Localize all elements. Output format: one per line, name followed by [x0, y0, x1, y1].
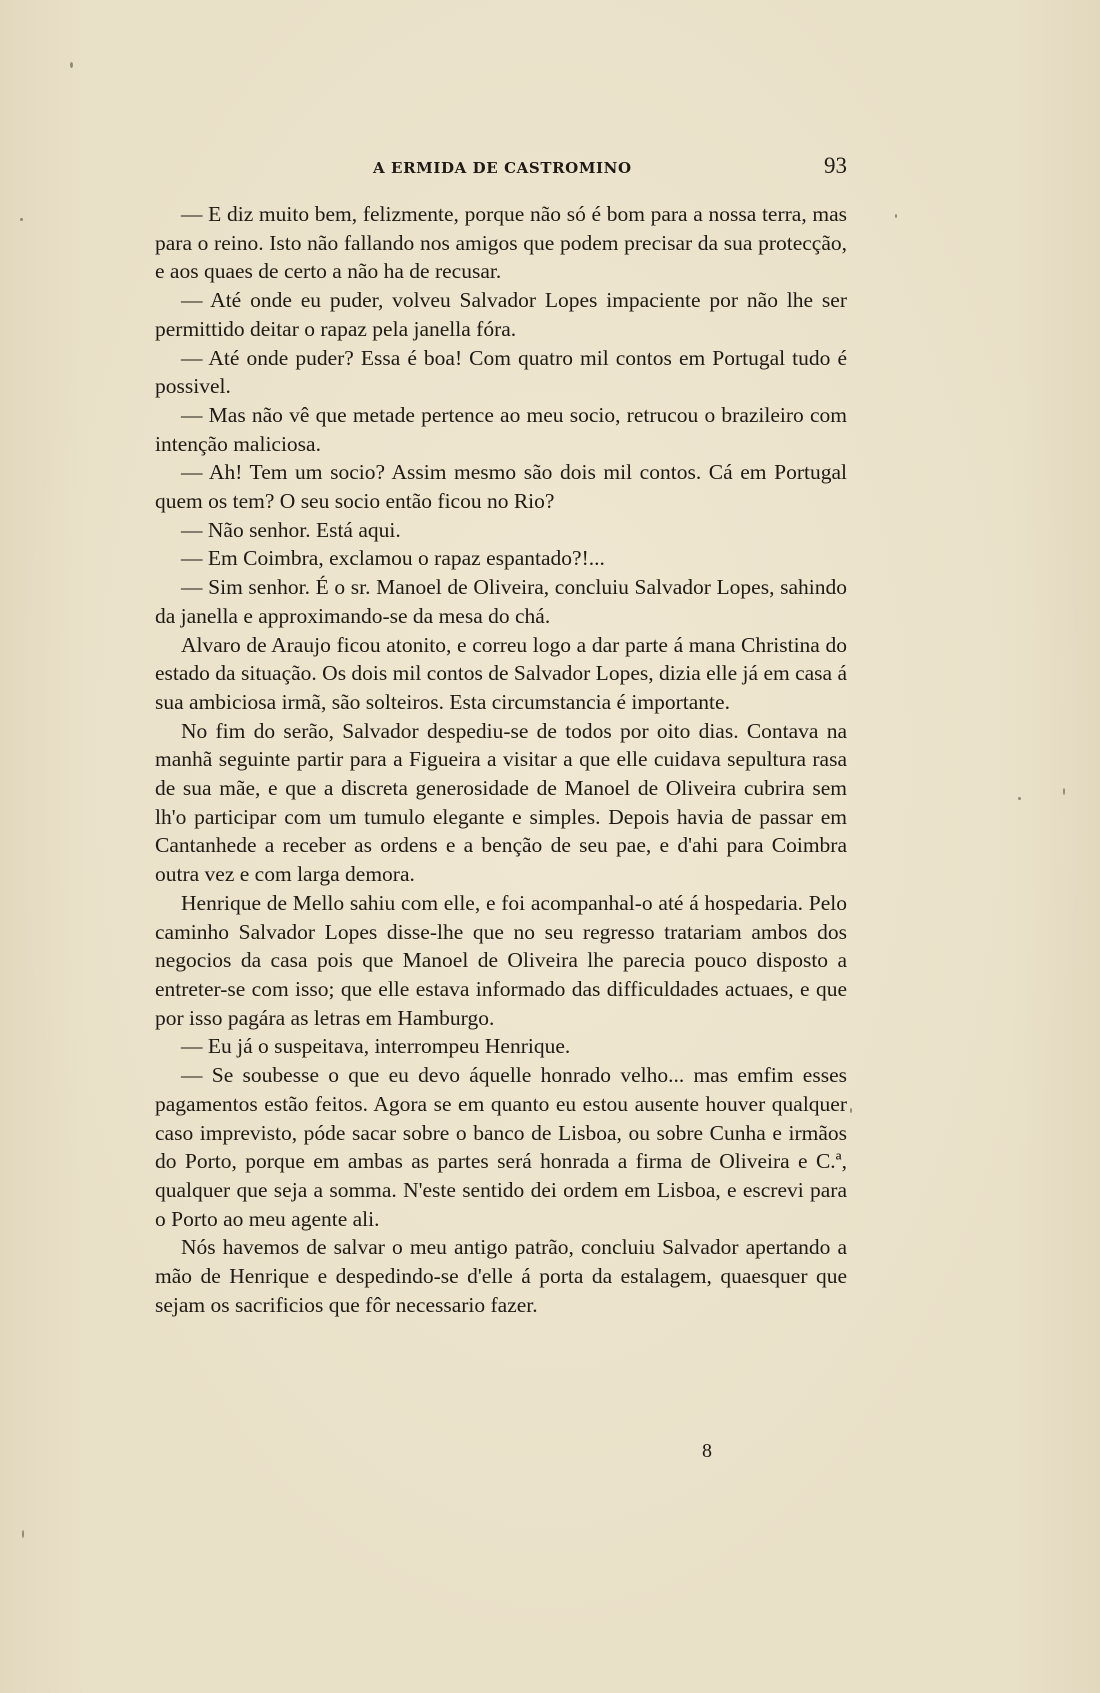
paragraph: Alvaro de Araujo ficou atonito, e correu logo a dar parte á mana Christina do estado da situação. Os dois mil contos de Salvador Lopes, dizia elle já em casa á sua ambiciosa irmã, são solteiros. Esta circumstancia é importante. — [155, 632, 847, 714]
page-number: 93 — [824, 153, 847, 178]
paragraph: — Em Coimbra, exclamou o rapaz espantado?!... — [181, 546, 605, 571]
paragraph: Henrique de Mello sahiu com elle, e foi acompanhal-o até á hospedaria. Pelo caminho Salvador Lopes disse-lhe que no seu regresso tratariam ambos dos negocios da casa pois que Manoel de Oliveira lhe parecia pouco disposto a entreter-se com isso; que elle estava informado das difficuldades actuaes, e que por isso pagára as letras em Hamburgo. — [155, 890, 847, 1030]
paragraph: — Sim senhor. É o sr. Manoel de Oliveira, concluiu Salvador Lopes, sahindo da janella e approximando-se da mesa do chá. — [155, 575, 847, 628]
paper-speck — [850, 1108, 852, 1113]
paragraph: — Mas não vê que metade pertence ao meu socio, retrucou o brazileiro com intenção maliciosa. — [155, 402, 847, 456]
paragraph: — Ah! Tem um socio? Assim mesmo são dois mil contos. Cá em Portugal quem os tem? O seu socio então ficou no Rio? — [155, 460, 847, 514]
paragraph: — Se soubesse o que eu devo áquelle honrado velho... mas emfim esses pagamentos estão feitos. Agora se em quanto eu estou ausente houver qualquer caso imprevisto, póde sacar sobre o banco de Lisboa, ou sobre Cunha e irmãos do Porto, porque em ambas as partes será honrada a firma de Oliveira e C.ª, qualquer que seja a somma. N'este sentido dei ordem em Lisboa, e escrevi para o Porto ao meu agente ali. — [155, 1063, 847, 1231]
signature-mark: 8 — [702, 1440, 712, 1462]
paper-speck — [895, 214, 897, 218]
paragraph: — Eu já o suspeitava, interrompeu Henrique. — [181, 1034, 571, 1059]
body-text — [155, 200, 847, 1319]
paragraph: — Até onde eu puder, volveu Salvador Lopes impaciente por não lhe ser permittido deitar o rapaz pela janella fóra. — [155, 288, 847, 341]
paper-speck — [70, 62, 73, 68]
paper-speck — [22, 1530, 24, 1538]
running-title: A ERMIDA DE CASTROMINO — [373, 159, 632, 177]
paragraph: — Até onde puder? Essa é boa! Com quatro mil contos em Portugal tudo é possivel. — [155, 345, 847, 399]
paper-speck — [1063, 788, 1065, 795]
running-head — [155, 153, 847, 187]
paragraph: Nós havemos de salvar o meu antigo patrão, concluiu Salvador apertando a mão de Henrique e despedindo-se d'elle á porta da estalagem, quaesquer que sejam os sacrificios que fôr necessario fazer. — [155, 1235, 847, 1317]
paper-speck — [1018, 797, 1021, 800]
paper-speck — [20, 218, 23, 221]
paragraph: — E diz muito bem, felizmente, porque não só é bom para a nossa terra, mas para o reino. Isto não fallando nos amigos que podem precisar da sua protecção, e aos quaes de certo a não ha de recusar. — [155, 202, 847, 284]
paragraph: — Não senhor. Está aqui. — [181, 517, 401, 542]
paragraph: No fim do serão, Salvador despediu-se de todos por oito dias. Contava na manhã seguinte partir para a Figueira a visitar a que elle cuidava sepultura rasa de sua mãe, e que a discreta generosidade de Manoel de Oliveira cubrira sem lh'o participar com um tumulo elegante e simples. Depois havia de passar em Cantanhede a receber as ordens e a benção de seu pae, e d'ahi para Coimbra outra vez e com larga demora. — [155, 718, 847, 887]
